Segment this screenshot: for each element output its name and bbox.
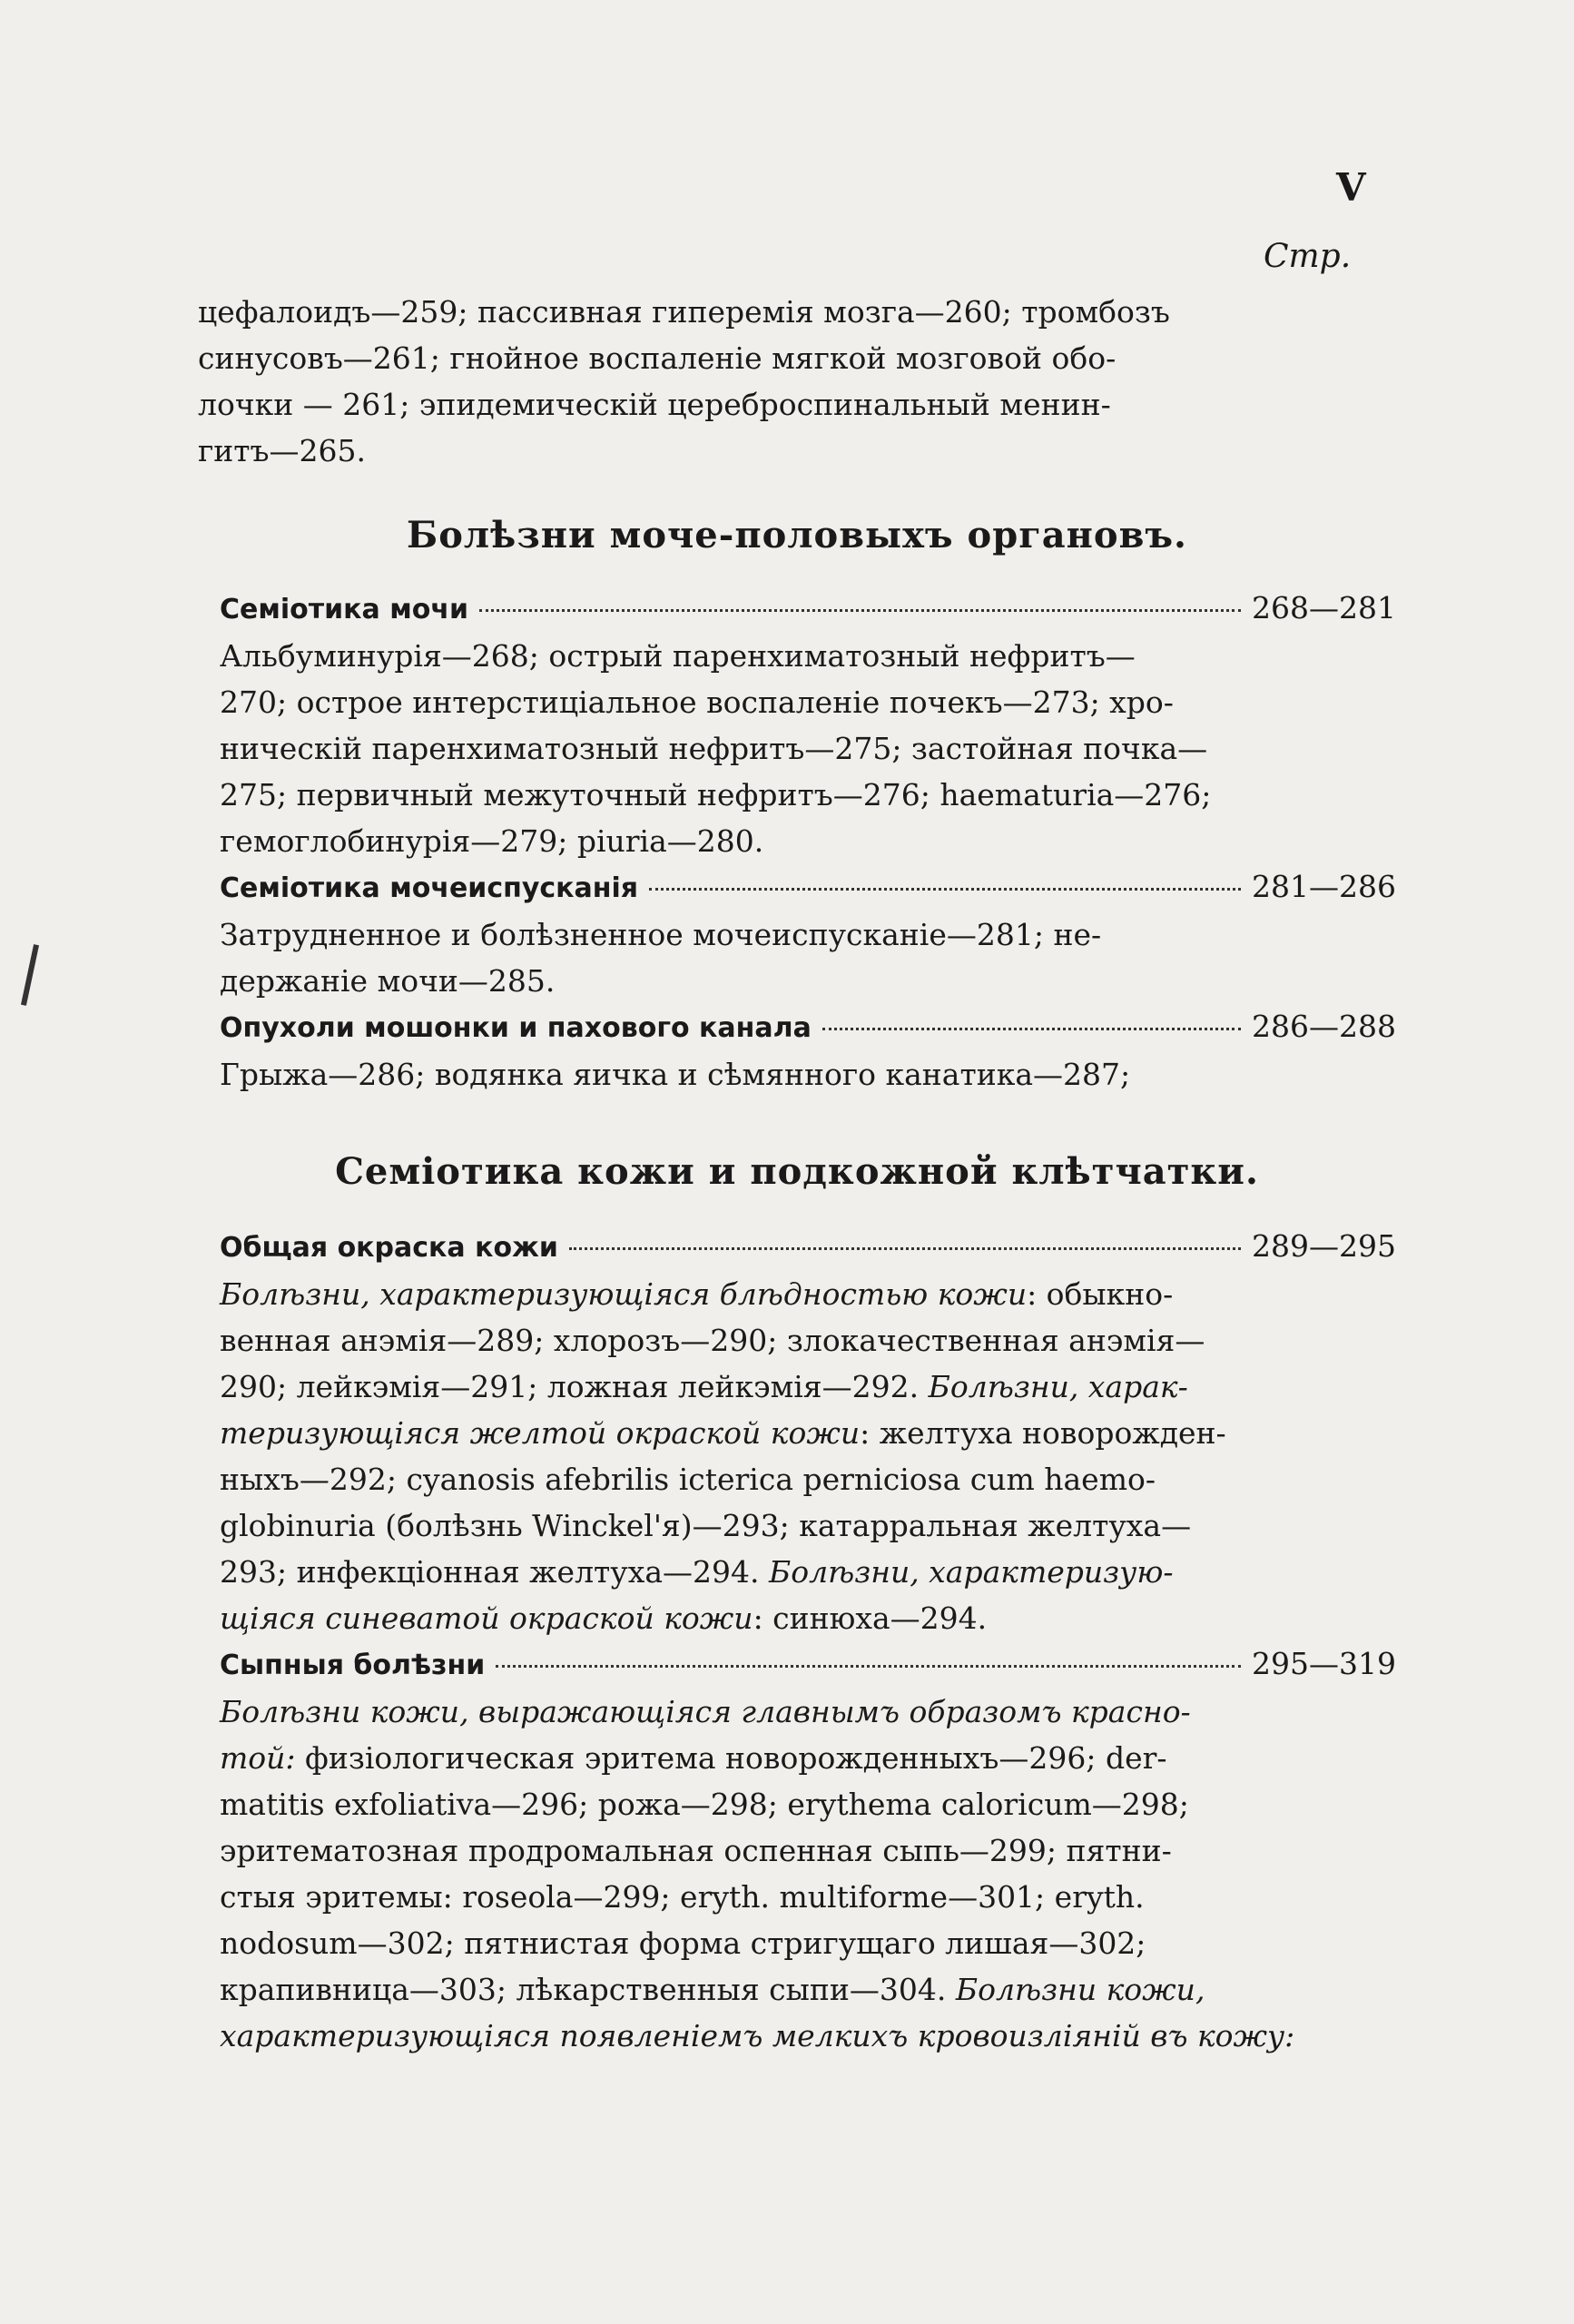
italic-run: Болѣзни кожи, выражающіяся главнымъ образомъ красно- [220, 1694, 1191, 1729]
text-line: Альбуминурія—268; острый паренхиматозный нефритъ— [220, 638, 1136, 674]
text-run: nodosum—302; пятнистая форма стригущаго лишая—302; [220, 1925, 1146, 1961]
text-run: крапивница—303; лѣкарственныя сыпи—304. [220, 1972, 956, 2007]
dot-leader [649, 888, 1241, 891]
italic-run: теризующіяся желтой окраской кожи [220, 1415, 861, 1451]
text-run: стыя эритемы: roseola—299; eryth. multiforme—301; eryth. [220, 1879, 1145, 1915]
text-line [220, 1549, 1396, 1595]
toc-entry-pages: 286—288 [1252, 1009, 1396, 1044]
toc-entry-body [198, 1051, 1396, 1098]
toc-entry [198, 1004, 1396, 1051]
text-line: Грыжа—286; водянка яичка и сѣмянного канатика—287; [220, 1057, 1131, 1092]
pencil-mark [21, 944, 39, 1006]
text-line [220, 1781, 1396, 1827]
text-run: венная анэмія—289; хлорозъ—290; злокачественная анэмія— [220, 1323, 1205, 1358]
text-line: 275; первичный межуточный нефритъ—276; haematuria—276; [220, 777, 1212, 812]
section-heading-genitourinary: Болѣзни моче-половыхъ органовъ. [407, 514, 1187, 556]
text-line [220, 1410, 1396, 1456]
text-line [220, 1502, 1396, 1549]
text-line [220, 1595, 1396, 1641]
page-folio: V [1336, 165, 1366, 210]
toc-entry-pages: 295—319 [1252, 1646, 1396, 1681]
italic-run: Болѣзни, харак- [928, 1369, 1188, 1404]
toc-entry-title: Сыпныя болѣзни [220, 1649, 486, 1681]
toc-entry-pages: 268—281 [1252, 590, 1396, 625]
toc-entry [198, 864, 1396, 911]
text-run: : обыкно- [1027, 1276, 1174, 1312]
toc-entry [198, 1224, 1396, 1271]
text-line [220, 1874, 1396, 1920]
toc-entry-body [198, 911, 1396, 1004]
text-run: физіологическая эритема новорожденныхъ—296; der- [295, 1740, 1167, 1776]
text-line: цефалоидъ—259; пассивная гиперемія мозга—260; тромбозъ [198, 294, 1170, 330]
text-run: : желтуха новорожден- [860, 1415, 1226, 1451]
toc-entry-body [198, 1271, 1396, 1641]
toc-entry [198, 1641, 1396, 1689]
text-line: гемоглобинурія—279; piuria—280. [220, 823, 764, 859]
dot-leader [496, 1665, 1241, 1668]
text-line: 270; острое интерстиціальное воспаленіе почекъ—273; хро- [220, 684, 1174, 720]
text-run: эритематозная продромальная оспенная сыпь—299; пятни- [220, 1833, 1172, 1868]
toc-entry-body [198, 1689, 1396, 2059]
dot-leader [569, 1247, 1241, 1250]
text-run: matitis exfoliativa—296; рожа—298; erythema caloricum—298; [220, 1787, 1189, 1822]
text-line: держаніе мочи—285. [220, 963, 556, 999]
text-line: Затрудненное и болѣзненное мочеиспусканіе—281; не- [220, 917, 1102, 952]
text-run: ныхъ—292; cyanosis afebrilis icterica perniciosa cum haemo- [220, 1462, 1156, 1497]
text-line [220, 1735, 1396, 1781]
toc-entry-pages: 289—295 [1252, 1228, 1396, 1264]
text-line [220, 1689, 1396, 1735]
toc-entry [198, 586, 1396, 633]
text-line: синусовъ—261; гнойное воспаленіе мягкой мозговой обо- [198, 340, 1117, 376]
text-line [220, 1317, 1396, 1364]
toc-content [198, 289, 1396, 2059]
toc-entry-title: Опухоли мошонки и пахового канала [220, 1012, 812, 1044]
dot-leader [822, 1028, 1241, 1030]
text-line [220, 2013, 1396, 2059]
toc-entry-title: Семіотика мочи [220, 594, 468, 625]
page-column-label: Стр. [1264, 238, 1352, 275]
italic-run: той: [220, 1740, 296, 1776]
toc-entry-body [198, 633, 1396, 864]
italic-run: Болѣзни, характеризую- [768, 1554, 1174, 1590]
italic-run: Болѣзни, характеризующіяся блѣдностью кожи [220, 1276, 1028, 1312]
text-line: лочки — 261; эпидемическій цереброспинальный менин- [198, 387, 1111, 422]
toc-entry-title: Семіотика мочеиспусканія [220, 872, 639, 904]
italic-run: Болѣзни кожи, [955, 1972, 1205, 2007]
text-line [220, 1966, 1396, 2013]
text-run: : синюха—294. [753, 1600, 988, 1636]
text-line [220, 1364, 1396, 1410]
text-run: 290; лейкэмія—291; ложная лейкэмія—292. [220, 1369, 929, 1404]
text-line [220, 1827, 1396, 1874]
italic-run: характеризующіяся появленіемъ мелкихъ кровоизліяній въ кожу: [220, 2018, 1295, 2053]
toc-entry-pages: 281—286 [1252, 869, 1396, 904]
text-line [220, 1271, 1396, 1317]
opening-paragraph [198, 289, 1396, 474]
text-line [220, 1456, 1396, 1502]
text-line: ническій паренхиматозный нефритъ—275; застойная почка— [220, 731, 1208, 766]
text-line [220, 1920, 1396, 1966]
dot-leader [479, 609, 1241, 612]
italic-run: щіяся синеватой окраской кожи [220, 1600, 753, 1636]
text-run: globinuria (болѣзнь Winckel'я)—293; катарральная желтуха— [220, 1508, 1192, 1543]
text-line: гитъ—265. [198, 433, 367, 468]
text-run: 293; инфекціонная желтуха—294. [220, 1554, 769, 1590]
toc-entry-title: Общая окраска кожи [220, 1232, 558, 1264]
section-heading-skin: Семіотика кожи и подкожной клѣтчатки. [335, 1150, 1259, 1193]
